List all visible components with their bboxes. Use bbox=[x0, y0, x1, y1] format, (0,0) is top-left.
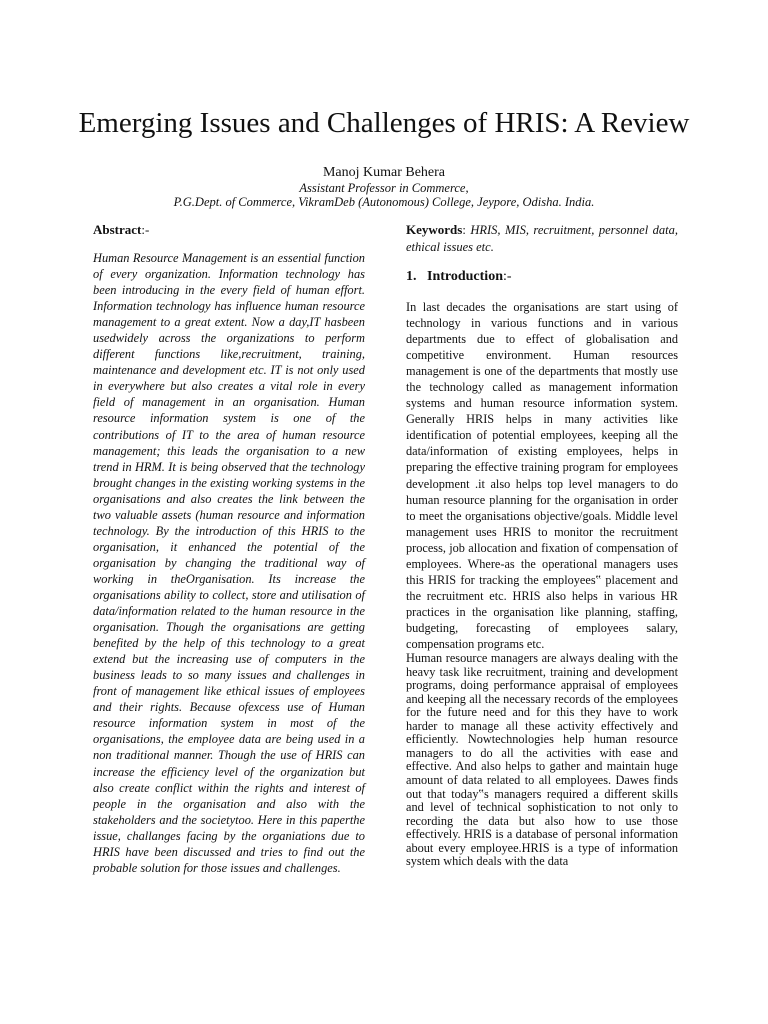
left-column bbox=[93, 222, 365, 876]
keywords-label: Keywords bbox=[406, 222, 463, 237]
keywords-text: HRIS, MIS, recruitment, personnel data, ethical issues etc. bbox=[406, 223, 679, 254]
author-affiliation bbox=[0, 181, 768, 209]
introduction-suffix: :- bbox=[502, 269, 512, 284]
section-heading-introduction bbox=[406, 269, 678, 285]
abstract-label: Abstract bbox=[93, 222, 142, 237]
affiliation-position: Assistant Professor in Commerce, bbox=[299, 181, 469, 195]
affiliation-department: P.G.Dept. of Commerce, VikramDeb (Autonomous) College, Jeypore, Odisha. India. bbox=[173, 195, 595, 209]
introduction-paragraph-2: Human resource managers are always dealing with the heavy task like recruitment, training and development programs, doing performance appraisal of employees and keeping all the necessary records of the employees for the future need and for this they have to work harder to manage all these activity effectively and efficiently. Nowtechnologies help human resource managers to do all the activities with ease and effective. And also helps to gather and maintain huge amount of data related to all employees. Dawes finds out that today‟s managers required a different skills and level of technical sophistication to not only to recording the data but also how to use those effectively. HRIS is a database of personal information about every employee.HRIS is a type of information system which deals with the data bbox=[406, 651, 678, 869]
author-name: Manoj Kumar Behera bbox=[322, 165, 446, 180]
abstract-suffix: :- bbox=[141, 222, 150, 237]
keywords-colon: : bbox=[462, 223, 466, 237]
keywords bbox=[406, 222, 678, 255]
abstract-heading bbox=[93, 222, 365, 238]
paper-title: Emerging Issues and Challenges of HRIS: A Review bbox=[78, 107, 690, 140]
introduction-paragraph-1: In last decades the organisations are start using of technology in various functions and in various departments due to effect of globalisation and competitive environment. Human resources management is one of the departments that mostly use the technology called as management information systems and human resource information system. Generally HRIS helps in many activities like identification of potential employees, keeping all the data/information of existing employees, helps in preparing the effective training program for employees development .it also helps top level managers to do human resource planning for the organisation in order to meet the organisations objective/goals. Middle level management uses HRIS to monitor the recruitment process, job allocation and fixation of compensation of employees. Where-as the operational managers uses this HRIS for tracking the employees‟ placement and the recruitment etc. HRIS also helps in various HR practices in the organisation like planning, staffing, budgeting, forecasting of employees salary, compensation programs etc. bbox=[406, 300, 678, 651]
abstract-text: Human Resource Management is an essential function of every organization. Information technology has been introducing in the every field of human effort. Information technology has influence human resource management to a great extent. Now a day,IT hasbeen usedwidely across the organizations to perform different functions like,recruitment, training, maintenance and development etc. IT is not only used in everywhere but also creates a vital role in every field of management in an organisation. Human resource information system is one of the contributions of IT to the area of human resource management; this leads the organisation to a new trend in HRM. It is being observed that the technology brought changes in the existing working systems in the organisations and also creates the link between the two valuable assets (human resource and information technology. By the introduction of this HRIS to the organisation, it enhanced the potential of the organisation by changing the traditional way of working in theOrganisation. Its increase the organisations ability to collect, store and utilisation of data/information related to the human resource in the organisation. Though the organisations are getting benefited by the help of this technology to a great extend but the increasing use of computers in the business leads to so many issues and challenges in front of management like ethical issues of employees and their rights. Because ofexcess use of Human resource information system in most of the organisations, the employee data are being used in a non traditional manner. Though the use of HRIS can increase the efficiency level of the organization but also create conflict within the rights and interest of people in the organisation and also with the stakeholders and the societytoo. Here in this paperthe issue, challanges facing by the organiations due to HRIS have been discussed and tries to find out the probable solution for those issues and challenges. bbox=[93, 251, 365, 875]
right-column bbox=[406, 222, 678, 869]
introduction-heading: 1. Introduction bbox=[406, 269, 503, 284]
